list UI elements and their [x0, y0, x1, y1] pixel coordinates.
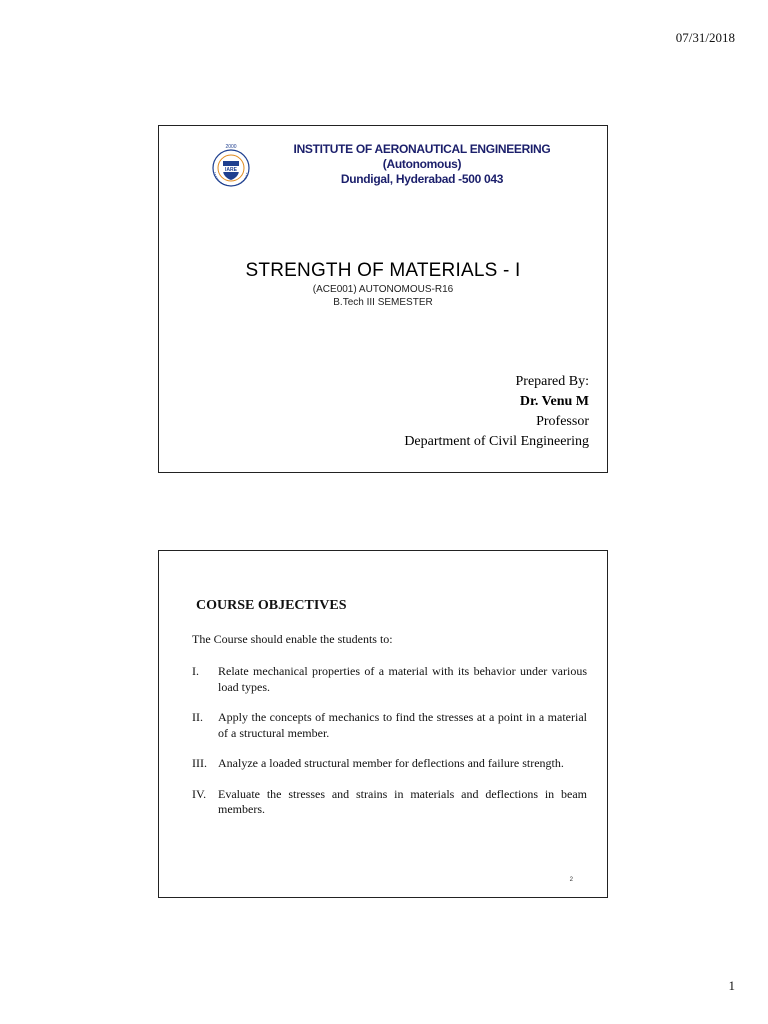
objectives-intro: The Course should enable the students to:	[192, 632, 393, 646]
course-semester: B.Tech III SEMESTER	[333, 297, 433, 308]
institute-address: Dundigal, Hyderabad -500 043	[340, 172, 504, 186]
objectives-slide	[158, 550, 608, 898]
institute-header	[209, 142, 577, 192]
page-number: 1	[728, 978, 735, 993]
course-title: STRENGTH OF MATERIALS - I	[245, 260, 521, 281]
objective-number: III.	[192, 756, 207, 770]
list-item	[192, 710, 587, 741]
objective-text: Apply the concepts of mechanics to find the stresses at a point in a material of a structural member.	[218, 710, 587, 740]
course-code: (ACE001) AUTONOMOUS-R16	[312, 284, 454, 295]
prepared-by-block	[404, 372, 589, 452]
objective-text: Evaluate the stresses and strains in materials and deflections in beam members.	[218, 786, 587, 816]
institute-logo-icon	[209, 142, 253, 188]
author-name: Dr. Venu M	[519, 394, 589, 409]
logo-text: IARE	[225, 167, 237, 173]
objective-number: I.	[192, 664, 199, 678]
slide-number: 2	[569, 877, 573, 883]
objective-number: II.	[192, 710, 203, 724]
list-item	[192, 756, 587, 772]
list-item	[192, 787, 587, 818]
objectives-heading: COURSE OBJECTIVES	[196, 598, 347, 613]
logo-top-text: 2000	[225, 144, 237, 150]
institute-name: INSTITUTE OF AERONAUTICAL ENGINEERING	[293, 142, 551, 156]
list-item	[192, 664, 587, 695]
author-designation: Professor	[536, 414, 589, 429]
objective-text: Relate mechanical properties of a material with its behavior under various load types.	[218, 664, 587, 694]
prepared-label: Prepared By:	[515, 374, 589, 389]
page-date: 07/31/2018	[675, 30, 735, 45]
author-department: Department of Civil Engineering	[404, 434, 589, 449]
objective-text: Analyze a loaded structural member for deflections and failure strength.	[218, 756, 564, 770]
objective-number: IV.	[192, 786, 207, 801]
institute-status: (Autonomous)	[382, 157, 462, 171]
objectives-list	[192, 664, 587, 833]
title-slide	[158, 125, 608, 473]
